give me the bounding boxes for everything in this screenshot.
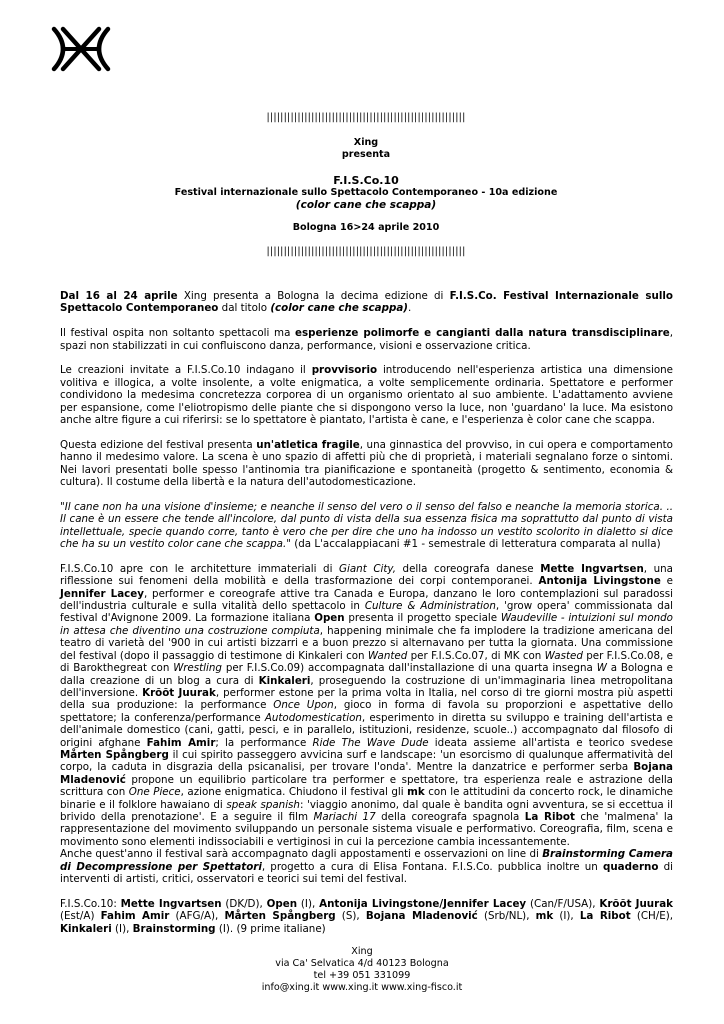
paragraph-quote: [60, 501, 673, 551]
header-block: [60, 112, 672, 258]
body-text: per F.I.S.Co.09) accompagnata dall'installazione di una quarta insegna: [221, 662, 597, 675]
body-text: Le creazioni invitate a F.I.S.Co.10 indagano il: [60, 364, 312, 377]
footer-links: info@xing.it www.xing.it www.xing-fisco.it: [261, 982, 463, 993]
paragraph-provvisorio: [60, 364, 673, 426]
emphasis-text: Bojana Mladenović: [365, 910, 478, 923]
emphasis-text: Wasted: [544, 649, 583, 662]
body-text: della coreografa spagnola: [375, 810, 525, 823]
paragraph-festival: [60, 327, 673, 352]
body-text: , performer estone per la prima volta in Italia, nel corso di tre giorni mostra più aspetti della sua produzione: la performance: [60, 686, 673, 712]
body-text: (Srb/NL),: [477, 910, 536, 923]
body-text: , progetto a cura di Elisa Fontana. F.I.S.Co. pubblica inoltre un: [261, 860, 603, 873]
body-text: , azione enigmatica. Chiudono il festival gli: [180, 786, 408, 799]
footer-address: via Ca' Selvatica 4/d 40123 Bologna: [275, 958, 449, 969]
body-text: : 'viaggio anonimo, dal quale è bandita ogni avventura, se si eccettua il brivido della prenotazione'. E a seguire il film: [60, 798, 673, 823]
body-text: che 'malmena' la rappresentazione del movimento sviluppando un personale sistema visuale e performativo. Coreografia, film, scena e movimento sono elementi indissociabili e vertiginosi in cui la percezione cambia incessantemente.: [60, 810, 674, 848]
emphasis-text: Mette Ingvartsen: [540, 562, 644, 575]
body-text: ideata assieme all'artista e teorico svedese: [428, 736, 673, 749]
footer-org: Xing: [351, 946, 373, 957]
presenter-name: Xing: [353, 137, 379, 148]
body-text: ; la performance: [215, 736, 313, 749]
separator-bottom: ||||||||||||||||||||||||||||||||||||||||||||||||||||||||||: [266, 246, 466, 257]
emphasis-text: speak spanish: [226, 798, 300, 811]
emphasis-text: Brainstorming Camera di Decompressione per Spettatori: [60, 848, 673, 873]
body-text: (I),: [111, 922, 133, 935]
separator-top: ||||||||||||||||||||||||||||||||||||||||||||||||||||||||||: [266, 112, 466, 123]
emphasis-text: Jennifer Lacey: [60, 587, 144, 600]
emphasis-text: Open: [266, 897, 298, 910]
body-text: , 'grow opera' commissionata dal festival d'Avignone 2009. La formazione italiana: [60, 600, 673, 625]
body-text: Questa edizione del festival presenta: [60, 438, 257, 451]
emphasis-text: La Ribot: [579, 910, 631, 923]
xing-logo: [50, 26, 112, 72]
emphasis-text: Fahim Amir: [100, 910, 170, 923]
presenter-verb: presenta: [341, 149, 391, 160]
body-text: , proseguendo la costruzione di un'immaginaria linea metropolitana dell'inversione.: [60, 674, 674, 699]
emphasis-text: Mette Ingvartsen: [120, 897, 222, 910]
body-text: di interventi di artisti, critici, osservatori e teorici sui temi del festival.: [60, 860, 674, 886]
body-text: Xing presenta a Bologna la decima edizione di: [177, 290, 450, 302]
body-text: (Est/A): [60, 910, 101, 923]
emphasis-text: Wrestling: [173, 662, 222, 675]
emphasis-text: provvisorio: [311, 364, 378, 377]
body-text: con le attitudini da concerto rock, le dinamiche binarie e il folklore hawaiano di: [60, 786, 673, 811]
body-text: (Can/F/USA),: [526, 897, 600, 910]
emphasis-text: Ride The Wave Dude: [312, 736, 429, 749]
emphasis-text: La Ribot: [524, 810, 575, 823]
body-text: Il festival ospita non soltanto spettacoli ma: [60, 327, 296, 340]
emphasis-text: Waudeville - intuizioni sul mondo in attesa che diventino una costruzione compiuta: [60, 612, 673, 637]
emphasis-text: Krõõt Juurak: [142, 686, 216, 699]
emphasis-text: Autodomestication: [264, 711, 362, 724]
footer-contacts: [60, 946, 664, 994]
paragraph-brainstorming: [60, 848, 673, 885]
paragraph-program: [60, 563, 673, 848]
body-text: introducendo nell'esperienza artistica una dimensione volitiva e illogica, a volte insolente, a volte enigmatica, a volte semplicemente ordinaria. Spettatore e performer condividono la medesima concretezza corporea di un organismo orientato al suo ambiente. L'adattamento avviene per espansione, come l'eliotropismo delle piante che si dispongono verso la luce, non 'guardano' la luce. Ma esistono anche altre figure a cui riferirsi: se lo spettatore è piantato, l'artista è cane, e l'esperienza è color cane che scappa.: [60, 364, 673, 427]
body-text: .: [408, 302, 412, 315]
body-text: (CH/E),: [630, 910, 674, 923]
emphasis-text: One Piece: [128, 786, 181, 799]
emphasis-text: Dal 16 al 24 aprile: [60, 290, 178, 302]
body-text: (DK/D),: [221, 897, 267, 910]
body-text: e: [660, 575, 673, 588]
body-text: (da L'accalappiacani #1 - semestrale di letteratura comparata al nulla): [290, 538, 661, 551]
paragraph-edition: [60, 439, 673, 489]
body-text: (AFG/A),: [169, 910, 225, 923]
body-text: F.I.S.Co.10 apre con le architetture immateriali di: [60, 562, 340, 575]
press-release-body: [60, 290, 673, 947]
emphasis-text: W: [596, 662, 607, 675]
emphasis-text: F.I.S.Co. Festival Internazionale sullo Spettacolo Contemporaneo: [60, 290, 673, 315]
body-text: per F.I.S.Co.08, e di Barokthegreat con: [60, 649, 673, 675]
body-text: presenta il progetto speciale: [344, 612, 501, 625]
paragraph-intro: [60, 290, 673, 315]
body-text: , una riflessione sui fenomeni della mobilità e della trasformazione dei corpi contemporanei.: [60, 562, 673, 588]
emphasis-text: Mariachi 17: [313, 810, 376, 823]
emphasis-text: Brainstorming: [132, 922, 216, 935]
emphasis-text: Culture & Administration: [364, 600, 496, 613]
emphasis-text: Antonija Livingstone/Jennifer Lacey: [319, 897, 527, 910]
emphasis-text: quaderno: [602, 860, 659, 873]
emphasis-text: Fahim Amir: [146, 736, 216, 749]
emphasis-text: Open: [314, 612, 345, 625]
footer-phone: tel +39 051 331099: [313, 970, 411, 981]
festival-date: Bologna 16>24 aprile 2010: [292, 222, 440, 233]
emphasis-text: Mårten Spångberg: [60, 748, 169, 761]
paragraph-lineup: [60, 898, 673, 935]
body-text: Anche quest'anno il festival sarà accompagnato dagli appostamenti e osservazioni on line di: [60, 848, 543, 861]
emphasis-text: Kinkaleri: [258, 674, 311, 687]
body-text: per F.I.S.Co.07, di MK con: [407, 649, 545, 662]
emphasis-text: (color cane che scappa): [270, 302, 408, 315]
body-text: , happening minimale che fa implodere la tradizione americana del teatro di varietà del '900 in cui artisti bizzarri e a buon prezzo si alternavano per tutta la giornata. Una commissione del festival (dopo il passaggio di testimone di Kinkaleri con: [60, 624, 673, 662]
emphasis-text: Giant City,: [339, 562, 396, 575]
festival-title: F.I.S.Co.10: [333, 174, 399, 187]
body-text: (I),: [297, 897, 320, 910]
emphasis-text: esperienze polimorfe e cangianti dalla natura transdisciplinare: [295, 327, 670, 340]
emphasis-text: Krõõt Juurak: [599, 897, 674, 910]
body-text: (I). (9 prime italiane): [215, 922, 326, 935]
body-text: (S),: [335, 910, 366, 923]
body-text: , una ginnastica del provviso, in cui opera e comportamento hanno il medesimo valore. La scena è uno spazio di affetti più che di proprietà, i materiali segnalano forze o sintomi. Nei lavori presentati bolle spesso l'antinomia tra pianificazione e spontaneità (progetto & sentimento, economia & cultura). Il costume della libertà e la natura dell'autodomesticazione.: [60, 438, 673, 489]
body-text: , performer e coreografe attive tra Canada e Europa, danzano le loro contemplazioni sul paradossi dell'industria culturale e sulla vitalità dello spettacolo in: [60, 587, 673, 613]
body-text: dal titolo: [218, 302, 271, 315]
emphasis-text: Once Upon: [273, 699, 334, 712]
emphasis-text: "Il cane non ha una visione d'insieme; e neanche il senso del vero o il senso del falso e neanche la memoria storica. .. Il cane è un essere che tende all'incolore, dal punto di vista della sua essenza fisica ma soprattutto dal punto di vista intellettuale, specie quando corre, tanto è vero che per dire che uno ha indosso un vestito scolorito in dialetto si dice che ha su un vestito color cane che scappa.": [60, 500, 673, 551]
body-text: della coreografa danese: [395, 562, 541, 575]
emphasis-text: mk: [535, 910, 554, 923]
festival-motto: (color cane che scappa): [295, 199, 437, 211]
emphasis-text: Kinkaleri: [60, 922, 112, 935]
body-text: a Bologna e dalla creazione di un blog a cura di: [60, 662, 673, 687]
emphasis-text: mk: [407, 786, 425, 799]
emphasis-text: Mårten Spångberg: [224, 910, 336, 923]
body-text: F.I.S.Co.10:: [60, 897, 121, 910]
emphasis-text: Wanted: [367, 649, 408, 662]
body-text: , spazi non stabilizzati in cui confluiscono danza, performance, visioni e osservazione critica.: [60, 327, 674, 352]
body-text: propone un equilibrio particolare tra performer e spettatore, tra esperienza reale e astrazione della scrittura con: [60, 773, 673, 799]
emphasis-text: Bojana Mladenović: [60, 761, 673, 786]
body-text: (I),: [553, 910, 580, 923]
emphasis-text: Antonija Livingstone: [538, 575, 661, 588]
emphasis-text: un'atletica fragile: [256, 438, 360, 451]
body-text: , gioco in forma di favola su proporzioni e aspettative dello spettatore; la conferenza/performance: [60, 699, 673, 724]
body-text: , esperimento in diretta su sviluppo e training dell'artista e dell'animale domestico (cani, gatti, pesci, e in parallelo, istituzioni, residenze, scuole..) accompagnato dal filosofo di origini afghane: [60, 711, 673, 749]
body-text: il cui spirito passeggero avvicina surf e landscape: 'un esorcismo di qualunque affermatività del corpo, la caduta in disgrazia della psicanalisi, per trovare l'onda'. Mentre la danzatrice e performer serba: [60, 748, 673, 774]
festival-subtitle: Festival internazionale sullo Spettacolo Contemporaneo - 10a edizione: [174, 187, 558, 198]
